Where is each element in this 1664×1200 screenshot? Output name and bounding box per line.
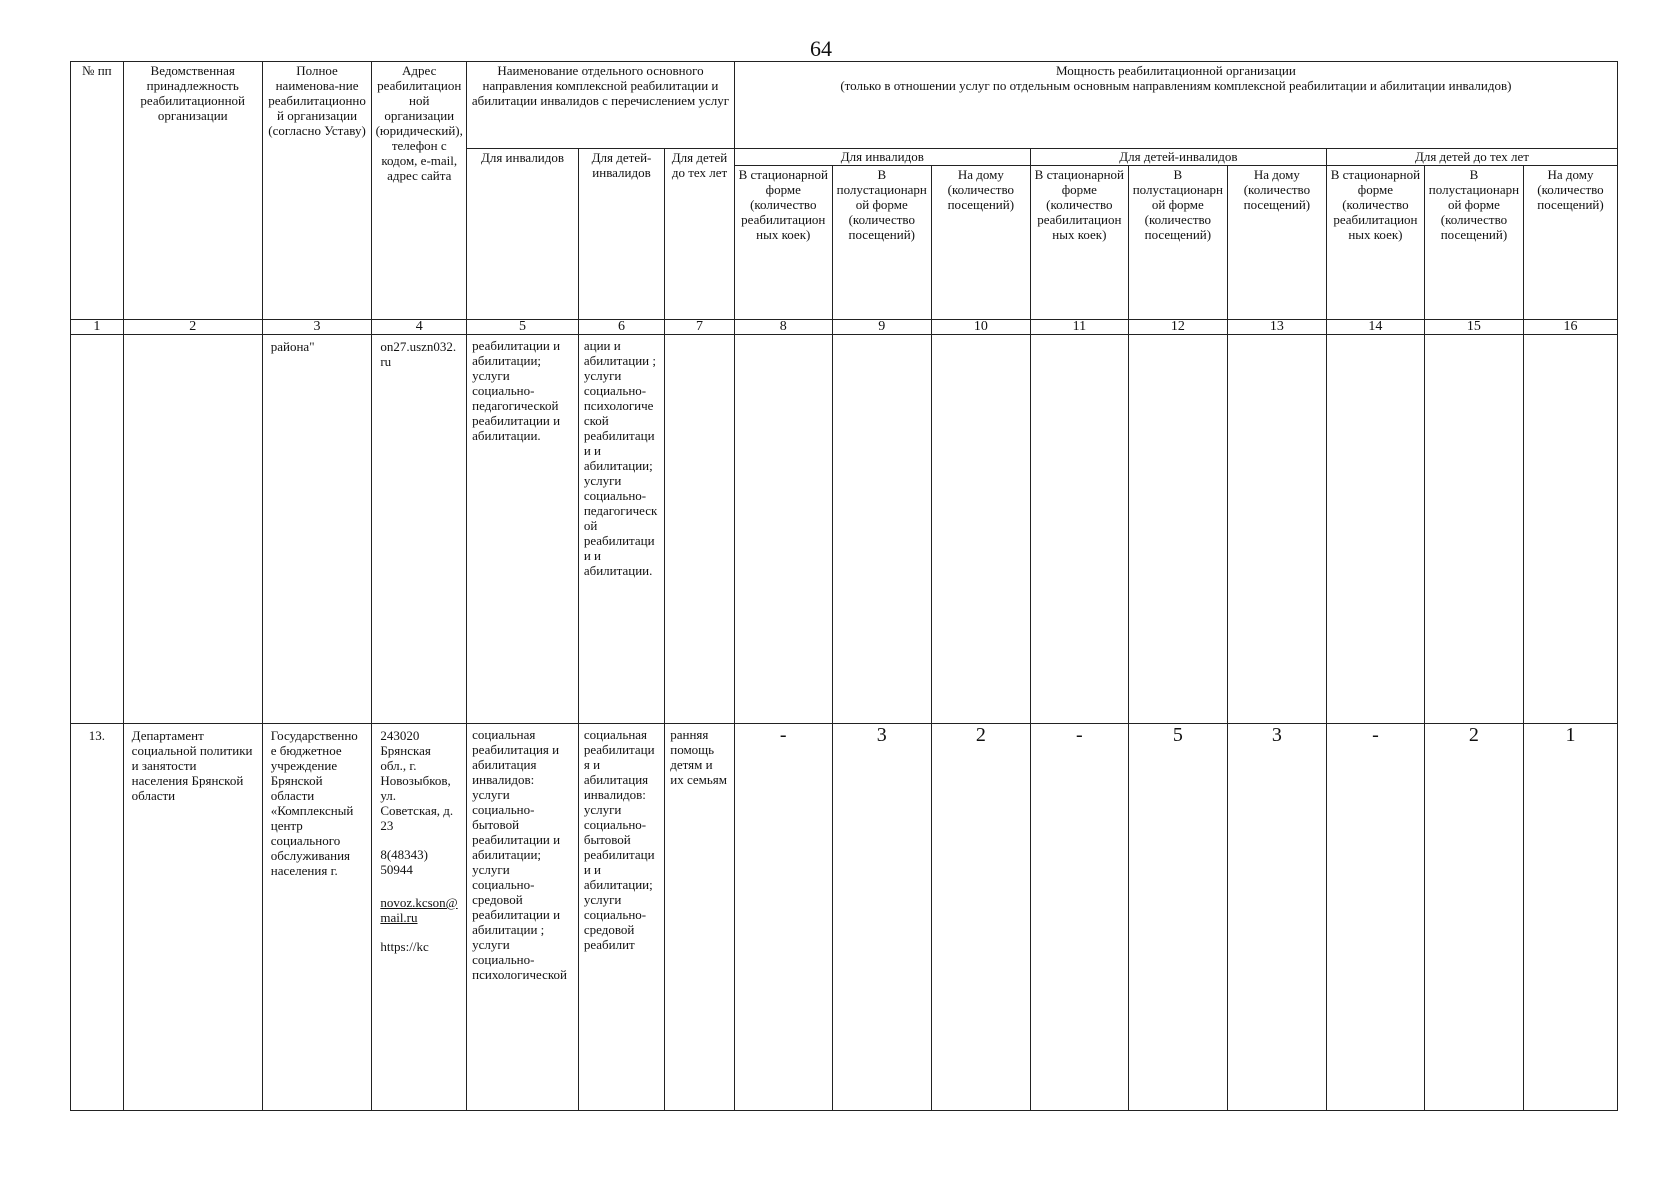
cell-empty bbox=[734, 335, 832, 724]
cell-org-name: Государственное бюджетное учреждение Брянской области «Комплексный центр социального обслуживания населения г. bbox=[262, 724, 372, 1111]
table-row-13 bbox=[71, 724, 1618, 1111]
page-number: 64 bbox=[810, 36, 832, 61]
cell-dir-disabled-cont: реабилитации и абилитации; услуги социально-педагогической реабилитации и абилитации. bbox=[467, 335, 579, 724]
column-number: 2 bbox=[123, 320, 262, 335]
column-number: 16 bbox=[1523, 320, 1617, 335]
cell-dir-children-cont: ации и абилитации ; услуги социально-психологической реабилитации и абилитации; услуги социально-педагогической реабилитации и абилитации. bbox=[578, 335, 664, 724]
header-dir-children: Для детей-инвалидов bbox=[578, 149, 664, 320]
site-link[interactable]: https://kc bbox=[380, 939, 429, 954]
address-text: 243020 Брянская обл., г. Новозыбков, ул. Советская, д. 23 bbox=[380, 728, 454, 833]
header-daycare-children: В полустационарной форме (количество посещений) bbox=[1128, 166, 1227, 320]
cell-empty bbox=[1424, 335, 1523, 724]
cell-empty bbox=[1326, 335, 1424, 724]
header-home-disabled: На дому (количество посещений) bbox=[931, 166, 1030, 320]
header-org-name: Полное наименова-ние реабилитационной организации (согласно Уставу) bbox=[262, 62, 372, 320]
header-inpatient-children-age: В стационарной форме (количество реабилитационных коек) bbox=[1326, 166, 1424, 320]
column-number: 4 bbox=[372, 320, 467, 335]
header-dir-children-age: Для детей до тех лет bbox=[665, 149, 735, 320]
cell-empty bbox=[71, 335, 124, 724]
cell-dir-disabled: социальная реабилитация и абилитация инвалидов: услуги социально-бытовой реабилитации и абилитации; услуги социально-средовой реабилитации и абилитации ; услуги социально-психологической bbox=[467, 724, 579, 1111]
cell-cap-home-children: 3 bbox=[1227, 724, 1326, 1111]
header-daycare-children-age: В полустационарной форме (количество посещений) bbox=[1424, 166, 1523, 320]
column-number: 7 bbox=[665, 320, 735, 335]
header-sub-disabled: Для инвалидов bbox=[734, 149, 1030, 166]
column-number: 5 bbox=[467, 320, 579, 335]
cell-cap-inpatient-children: - bbox=[1030, 724, 1128, 1111]
header-capacity bbox=[734, 62, 1617, 149]
cell-cap-inpatient-disabled: - bbox=[734, 724, 832, 1111]
cell-cap-inpatient-children-age: - bbox=[1326, 724, 1424, 1111]
cell-org-name-cont: района" bbox=[262, 335, 372, 724]
rehabilitation-registry-table bbox=[70, 61, 1618, 1111]
header-daycare-disabled: В полустационарной форме (количество посещений) bbox=[832, 166, 931, 320]
header-dir-disabled: Для инвалидов bbox=[467, 149, 579, 320]
header-capacity-note: (только в отношении услуг по отдельным основным направлениям комплексной реабилитации и абилитации инвалидов) bbox=[840, 78, 1512, 93]
column-number: 1 bbox=[71, 320, 124, 335]
header-directions: Наименование отдельного основного направления комплексной реабилитации и абилитации инвалидов с перечислением услуг bbox=[467, 62, 735, 149]
column-number: 6 bbox=[578, 320, 664, 335]
column-number: 3 bbox=[262, 320, 372, 335]
cell-dir-children: социальная реабилитация и абилитация инвалидов: услуги социально-бытовой реабилитации и абилитации; услуги социально-средовой реабилит bbox=[578, 724, 664, 1111]
email-link[interactable]: novoz.kcson@mail.ru bbox=[380, 895, 458, 925]
header-address: Адрес реабилитационной организации (юридический), телефон с кодом, e-mail, адрес сайта bbox=[372, 62, 467, 320]
cell-cap-home-children-age: 1 bbox=[1523, 724, 1617, 1111]
header-number: № пп bbox=[71, 62, 124, 320]
column-number: 9 bbox=[832, 320, 931, 335]
header-home-children: На дому (количество посещений) bbox=[1227, 166, 1326, 320]
cell-empty bbox=[665, 335, 735, 724]
cell-row-number: 13. bbox=[71, 724, 124, 1111]
column-number-row bbox=[71, 320, 1618, 335]
header-sub-children-age: Для детей до тех лет bbox=[1326, 149, 1617, 166]
header-inpatient-children: В стационарной форме (количество реабилитационных коек) bbox=[1030, 166, 1128, 320]
cell-department: Департамент социальной политики и занятости населения Брянской области bbox=[123, 724, 262, 1111]
table-row-continuation bbox=[71, 335, 1618, 724]
cell-empty bbox=[1523, 335, 1617, 724]
cell-cap-daycare-children-age: 2 bbox=[1424, 724, 1523, 1111]
header-capacity-title: Мощность реабилитационной организации bbox=[1055, 63, 1296, 78]
cell-empty bbox=[832, 335, 931, 724]
cell-address bbox=[372, 724, 467, 1111]
column-number: 14 bbox=[1326, 320, 1424, 335]
column-number: 12 bbox=[1128, 320, 1227, 335]
header-department: Ведомственная принадлежность реабилитационной организации bbox=[123, 62, 262, 320]
cell-empty bbox=[1128, 335, 1227, 724]
cell-empty bbox=[123, 335, 262, 724]
column-number: 8 bbox=[734, 320, 832, 335]
column-number: 10 bbox=[931, 320, 1030, 335]
cell-cap-daycare-disabled: 3 bbox=[832, 724, 931, 1111]
cell-empty bbox=[931, 335, 1030, 724]
column-number: 11 bbox=[1030, 320, 1128, 335]
cell-address-cont: on27.uszn032.ru bbox=[372, 335, 467, 724]
header-inpatient-disabled: В стационарной форме (количество реабилитационных коек) bbox=[734, 166, 832, 320]
cell-empty bbox=[1030, 335, 1128, 724]
cell-dir-children-age: ранняя помощь детям и их семьям bbox=[665, 724, 735, 1111]
phone-text: 8(48343) 50944 bbox=[380, 847, 428, 877]
header-home-children-age: На дому (количество посещений) bbox=[1523, 166, 1617, 320]
cell-cap-daycare-children: 5 bbox=[1128, 724, 1227, 1111]
cell-empty bbox=[1227, 335, 1326, 724]
column-number: 13 bbox=[1227, 320, 1326, 335]
cell-cap-home-disabled: 2 bbox=[931, 724, 1030, 1111]
header-sub-children: Для детей-инвалидов bbox=[1030, 149, 1326, 166]
column-number: 15 bbox=[1424, 320, 1523, 335]
